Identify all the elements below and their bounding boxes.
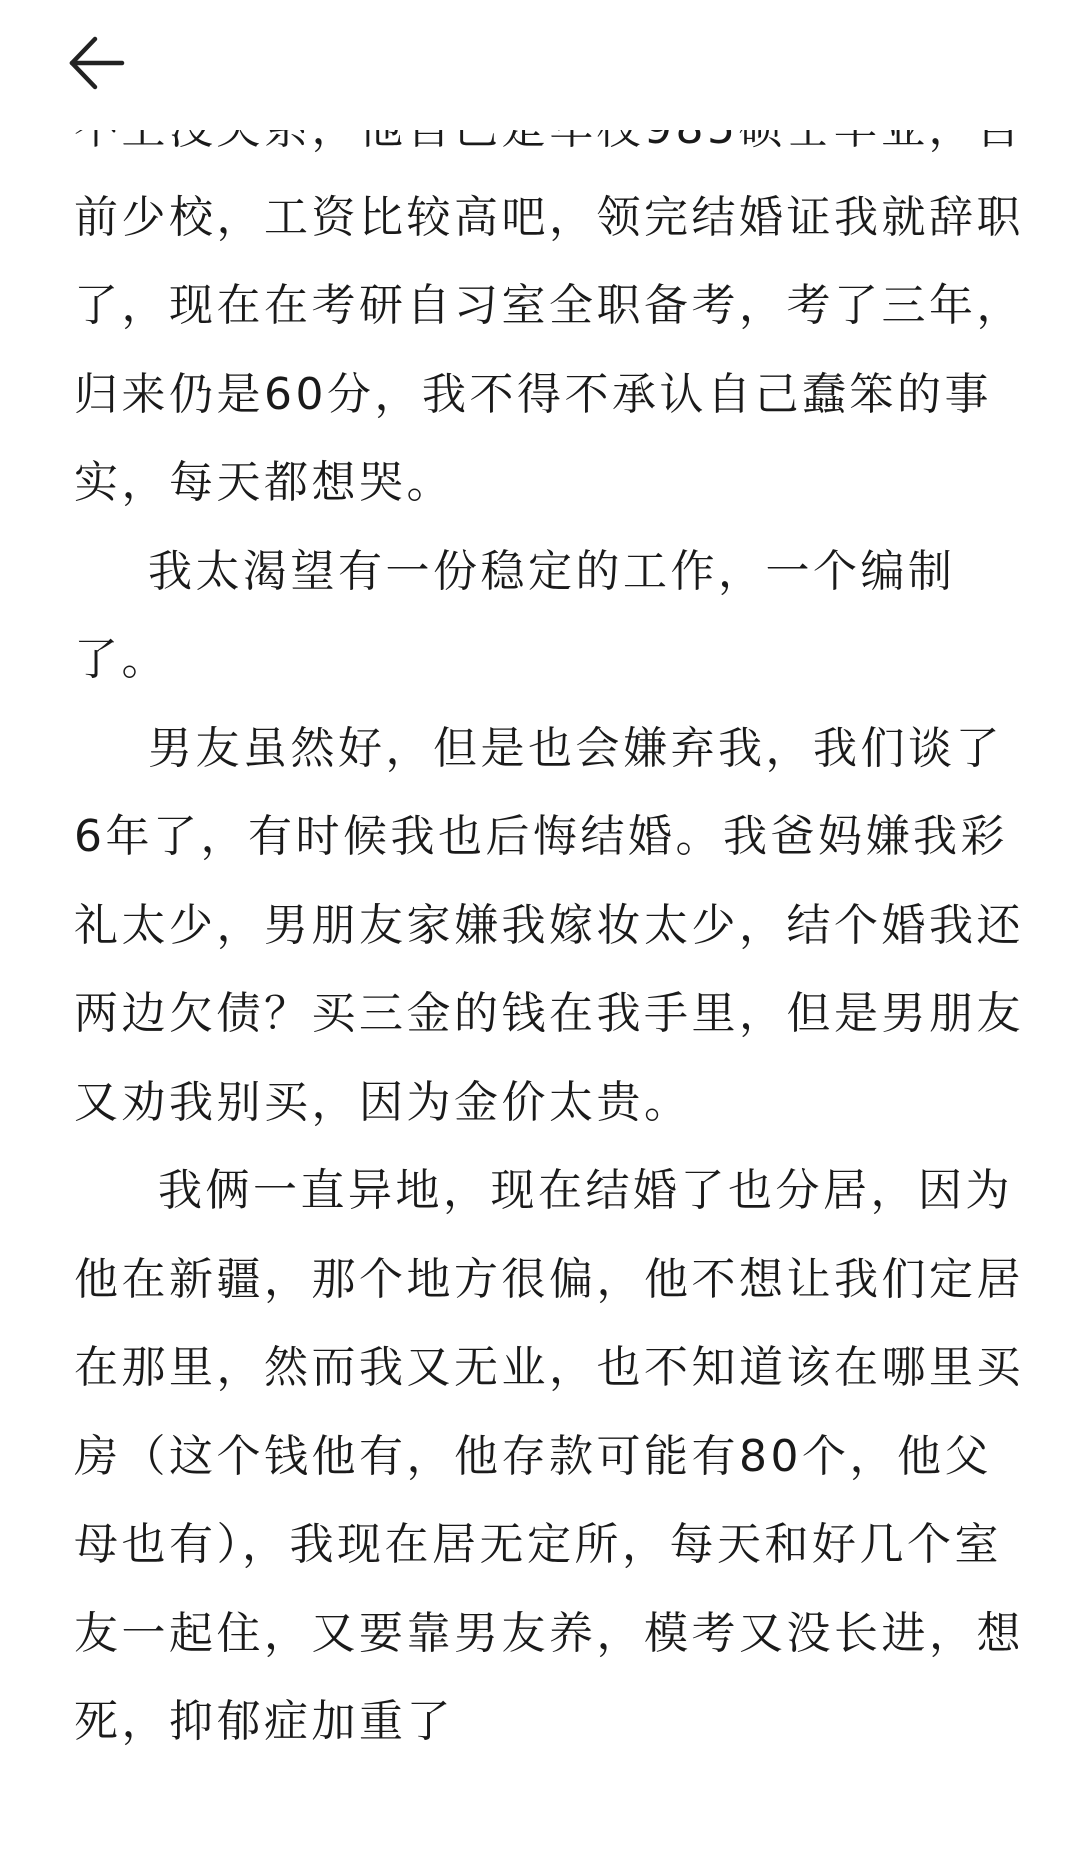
paragraph-3-text: 男友虽然好，但是也会嫌弃我，我们谈了6年了，有时候我也后悔结婚。我爸妈嫌我彩礼太少，男朋友家嫌我嫁妆太少，结个婚我还两边欠债？买三金的钱在我手里，但是男朋友又劝我别买，因为金价太贵。 <box>74 722 1024 1128</box>
paragraph-1 <box>74 85 1034 528</box>
paragraph-4-text: 我俩一直异地，现在结婚了也分居，因为他在新疆，那个地方很偏，他不想让我们定居在那里，然而我又无业，也不知道该在哪里买房（这个钱他有，他存款可能有80个，他父母也有），我现在居无定所，每天和好几个室友一起住，又要靠男友养，模考又没长进，想死，抑郁症加重了 <box>74 1165 1024 1747</box>
article-body <box>74 85 1034 1767</box>
arrow-left-icon <box>68 35 124 91</box>
paragraph-2-text: 我太渴望有一份稳定的工作，一个编制了。 <box>74 545 956 685</box>
paragraph-2 <box>74 528 1034 705</box>
paragraph-1-text: 前少校，工资比较高吧，领完结婚证我就辞职了，现在在考研自习室全职备考，考了三年，归来仍是60分，我不得不承认自己蠢笨的事实，每天都想哭。 <box>74 191 1024 508</box>
paragraph-3 <box>74 705 1034 1148</box>
article-content <box>74 130 1034 1865</box>
top-bar <box>0 0 1079 130</box>
back-button[interactable] <box>68 28 148 98</box>
paragraph-4 <box>74 1147 1034 1767</box>
